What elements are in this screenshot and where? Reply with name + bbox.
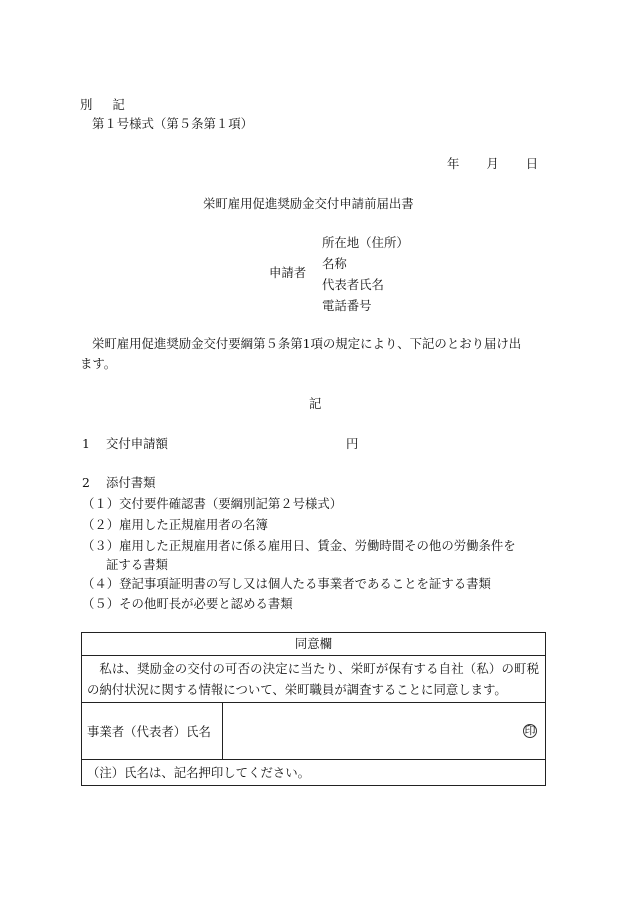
applicant-field-phone: 電話番号: [322, 298, 372, 313]
attachment-item-3-cont: 証する書類: [106, 557, 168, 572]
consent-name-label: 事業者（代表者）氏名: [82, 703, 223, 759]
consent-box: [81, 632, 546, 786]
item-1-label: 交付申請額: [106, 436, 168, 451]
betsuki-char-2: 記: [112, 97, 125, 112]
attachment-item-1: （１）交付要件確認書（要綱別記第２号様式）: [82, 496, 343, 511]
consent-note: （注）氏名は、記名押印してください。: [87, 765, 311, 780]
consent-header: 同意欄: [82, 633, 545, 656]
document-title: 栄町雇用促進奨励金交付申請前届出書: [203, 196, 414, 211]
attachment-item-3: （３）雇用した正規雇用者に係る雇用日、賃金、労働時間その他の労働条件を: [82, 538, 516, 553]
applicant-label: 申請者: [269, 265, 307, 280]
item-1-number: 1: [82, 436, 90, 451]
ki-heading: 記: [309, 396, 322, 411]
body-text-line-2: ます。: [80, 356, 117, 371]
seal-mark: 印: [524, 724, 536, 737]
attachment-item-5: （５）その他町長が必要と認める書類: [82, 596, 293, 611]
body-text-line-1: 栄町雇用促進奨励金交付要綱第５条第1項の規定により、下記のとおり届け出: [92, 336, 522, 351]
date-year: 年: [447, 156, 460, 171]
applicant-field-address: 所在地（住所）: [322, 235, 409, 250]
applicant-field-representative: 代表者氏名: [322, 277, 384, 292]
date-month: 月: [486, 156, 499, 171]
applicant-field-name: 名称: [322, 256, 347, 271]
item-2-label: 添付書類: [106, 475, 156, 490]
item-2-number: 2: [82, 475, 90, 490]
betsuki-char-1: 別: [80, 97, 93, 112]
date-day: 日: [525, 156, 539, 171]
date-line: [447, 157, 538, 172]
consent-text: 私は、奨励金の交付の可否の決定に当たり、栄町が保有する自社（私）の町税の納付状況に関する情報について、栄町職員が調査することに同意します。: [82, 656, 545, 703]
attachment-item-2: （２）雇用した正規雇用者の名簿: [82, 517, 268, 532]
form-number: 第１号様式（第５条第１項）: [92, 116, 254, 131]
attachment-item-4: （４）登記事項証明書の写し又は個人たる事業者であることを証する書類: [82, 576, 491, 591]
betsuki-heading: [80, 98, 125, 113]
item-1-unit: 円: [346, 436, 359, 451]
consent-name-field[interactable]: [223, 703, 545, 759]
consent-signature-row: [82, 703, 545, 760]
